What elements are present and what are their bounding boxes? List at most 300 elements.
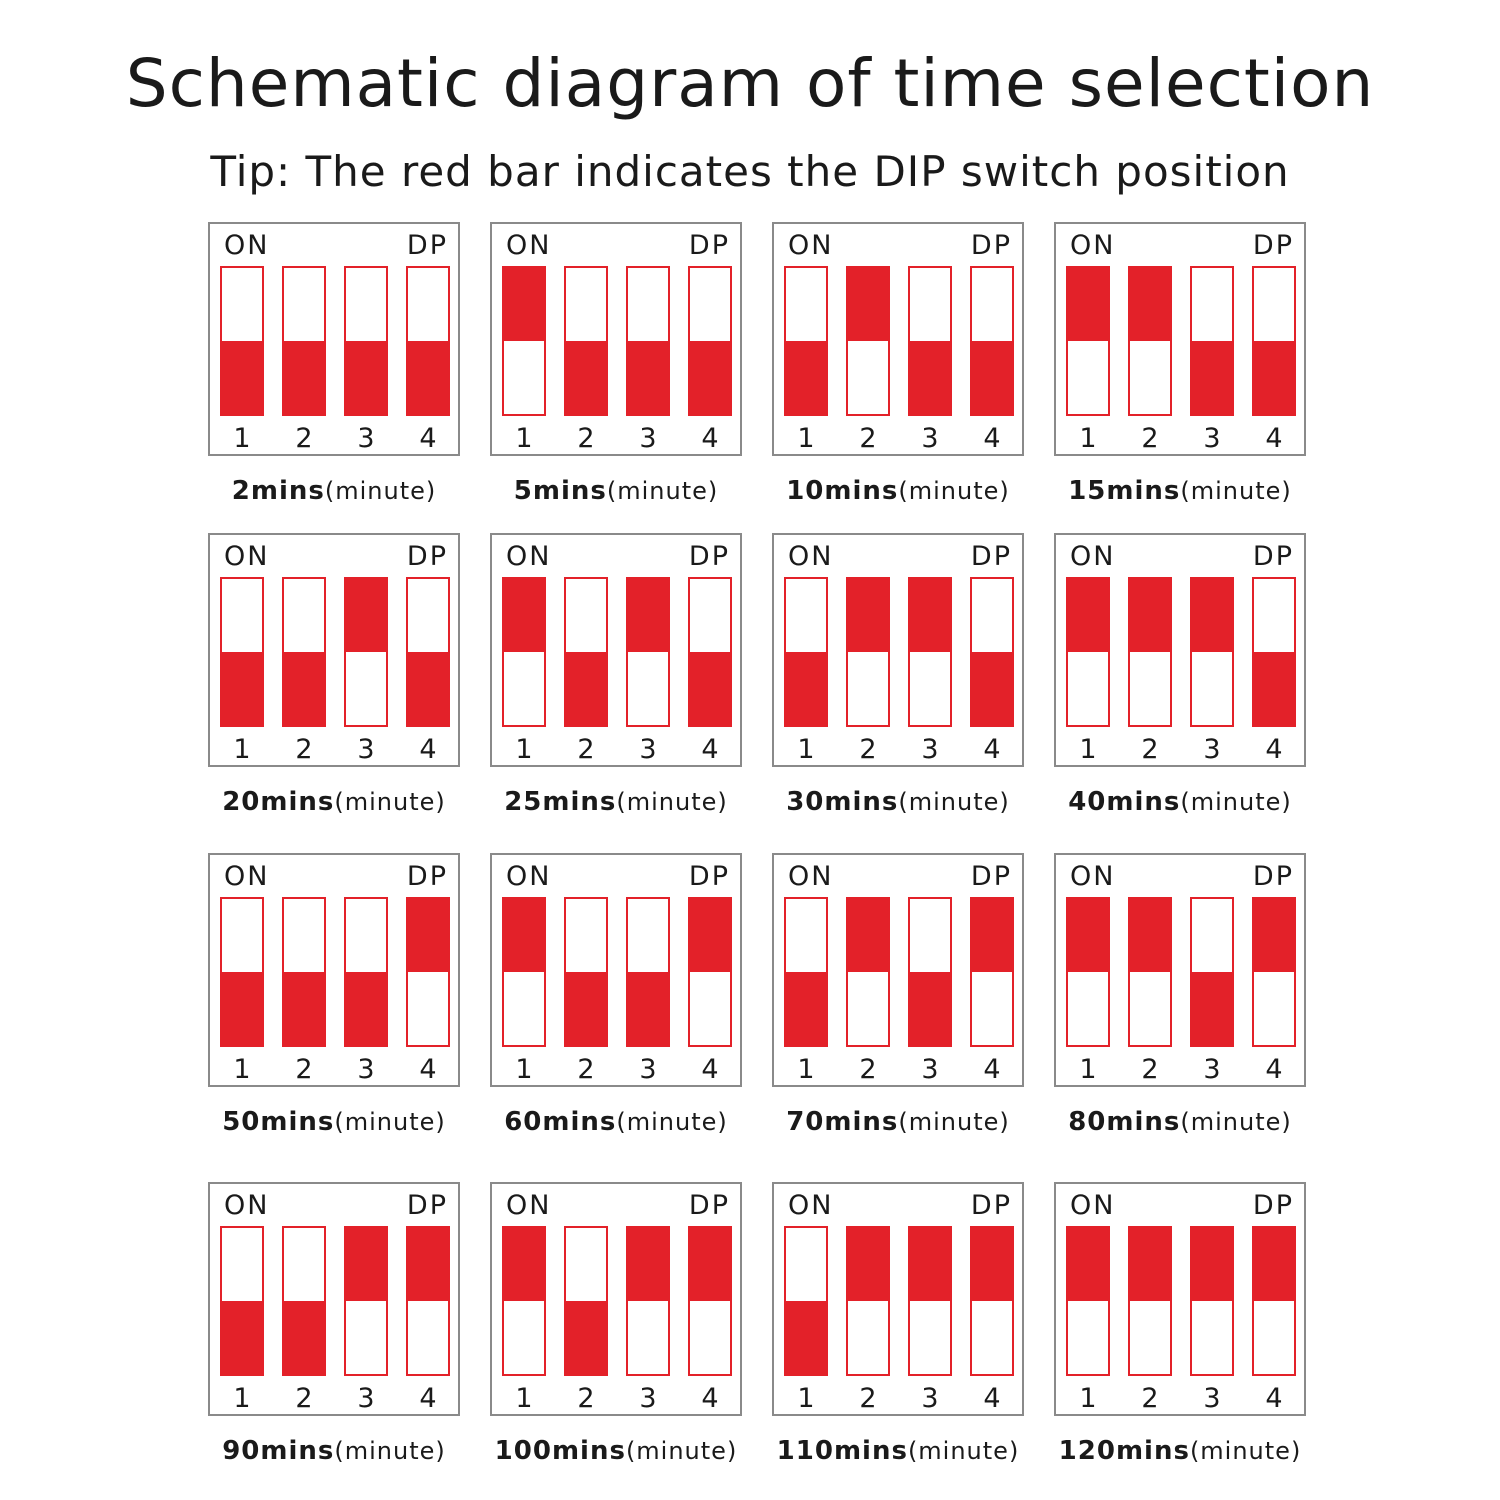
dip-switch-1: [220, 897, 264, 1047]
switch-lever-off: [1254, 341, 1294, 414]
dip-switch-2: [1128, 1226, 1172, 1376]
switch-number: 1: [1079, 423, 1097, 454]
switch-lever-on: [848, 579, 888, 652]
dip-switch-1: [1066, 266, 1110, 416]
dp-label: DP: [970, 861, 1012, 892]
dip-switch-4: [406, 1226, 450, 1376]
switch-lever-on: [848, 268, 888, 341]
dip-switch-1: [502, 266, 546, 416]
switch-lever-off: [566, 652, 606, 725]
switch-lever-on: [1068, 268, 1108, 341]
switch-lever-on: [504, 579, 544, 652]
switch-number: 2: [1141, 1054, 1159, 1085]
dip-switch-block: [490, 853, 742, 1087]
switch-lever-off: [628, 972, 668, 1045]
dip-switch-1: [784, 266, 828, 416]
dip-switch-block: [490, 222, 742, 456]
switch-lever-on: [408, 899, 448, 972]
switch-number: 2: [577, 1054, 595, 1085]
time-caption: [208, 1105, 460, 1142]
switch-number: 3: [639, 423, 657, 454]
dip-switch-1: [220, 577, 264, 727]
dip-switch-block: [772, 1182, 1024, 1416]
dip-switch-block: [490, 1182, 742, 1416]
dip-switch-3: [1190, 266, 1234, 416]
switch-number: 3: [639, 1054, 657, 1085]
dip-switch-1: [784, 577, 828, 727]
time-setting-30mins: [772, 533, 1024, 833]
on-label: ON: [224, 230, 270, 261]
switch-number: 2: [295, 734, 313, 765]
switch-lever-off: [786, 1301, 826, 1374]
dp-label: DP: [406, 861, 448, 892]
dip-switch-3: [344, 1226, 388, 1376]
switch-number: 1: [797, 1383, 815, 1414]
switch-number: 4: [983, 423, 1001, 454]
dip-switch-2: [564, 577, 608, 727]
switch-number: 3: [357, 1054, 375, 1085]
dp-label: DP: [688, 230, 730, 261]
switch-number: 1: [233, 734, 251, 765]
dip-switch-1: [220, 266, 264, 416]
on-label: ON: [506, 541, 552, 572]
switch-number: 4: [701, 1054, 719, 1085]
switch-lever-on: [1068, 1228, 1108, 1301]
switch-lever-on: [346, 1228, 386, 1301]
switch-number: 3: [1203, 1054, 1221, 1085]
time-unit: (minute): [907, 1437, 1020, 1465]
dip-switch-3: [626, 266, 670, 416]
switch-lever-on: [910, 1228, 950, 1301]
time-unit: (minute): [324, 477, 437, 505]
time-unit: (minute): [616, 788, 728, 816]
switch-number: 3: [921, 1383, 939, 1414]
switch-number: 4: [1265, 1383, 1283, 1414]
time-caption: [490, 785, 742, 822]
time-setting-100mins: [490, 1182, 742, 1482]
dip-switch-3: [908, 897, 952, 1047]
switch-number: 2: [859, 734, 877, 765]
dip-switch-4: [1252, 1226, 1296, 1376]
switch-lever-on: [690, 899, 730, 972]
dp-label: DP: [688, 541, 730, 572]
switch-lever-off: [690, 341, 730, 414]
time-unit: (minute): [898, 477, 1010, 505]
diagram-subtitle: Tip: The red bar indicates the DIP switch position: [210, 147, 1290, 196]
dip-switch-2: [1128, 266, 1172, 416]
time-unit: (minute): [1180, 477, 1292, 505]
dip-switch-3: [1190, 897, 1234, 1047]
dp-label: DP: [688, 861, 730, 892]
switch-number: 3: [921, 1054, 939, 1085]
switch-lever-on: [848, 899, 888, 972]
dip-switch-3: [344, 266, 388, 416]
switch-number: 1: [515, 1054, 533, 1085]
time-caption: [1054, 785, 1306, 822]
switch-lever-off: [346, 972, 386, 1045]
switch-number: 1: [515, 734, 533, 765]
time-caption: [490, 1105, 742, 1142]
switch-lever-on: [1130, 1228, 1170, 1301]
dip-switch-3: [1190, 1226, 1234, 1376]
dip-switch-1: [784, 897, 828, 1047]
switch-lever-off: [408, 341, 448, 414]
dip-switch-block: [208, 1182, 460, 1416]
dip-switch-3: [626, 897, 670, 1047]
dip-switch-4: [1252, 577, 1296, 727]
dip-switch-2: [282, 1226, 326, 1376]
time-value: 10mins: [786, 476, 899, 506]
time-setting-40mins: [1054, 533, 1306, 833]
switch-lever-off: [222, 1301, 262, 1374]
switch-lever-off: [786, 341, 826, 414]
switch-lever-off: [1192, 341, 1232, 414]
switch-lever-on: [690, 1228, 730, 1301]
time-caption: [490, 474, 742, 511]
switch-lever-on: [1192, 1228, 1232, 1301]
dip-switch-block: [208, 222, 460, 456]
switch-number: 2: [295, 1054, 313, 1085]
time-unit: (minute): [616, 1108, 728, 1136]
time-setting-25mins: [490, 533, 742, 833]
dip-switch-3: [626, 1226, 670, 1376]
switch-number: 1: [1079, 1383, 1097, 1414]
on-label: ON: [1070, 541, 1116, 572]
dip-switch-3: [344, 577, 388, 727]
time-unit: (minute): [898, 1108, 1010, 1136]
switch-lever-on: [346, 579, 386, 652]
switch-lever-on: [972, 1228, 1012, 1301]
switch-number: 3: [357, 423, 375, 454]
on-label: ON: [506, 1190, 552, 1221]
on-label: ON: [788, 861, 834, 892]
time-value: 5mins: [513, 476, 607, 506]
switch-number: 3: [639, 734, 657, 765]
dip-switch-1: [1066, 577, 1110, 727]
switch-number: 4: [701, 1383, 719, 1414]
dp-label: DP: [1252, 861, 1294, 892]
time-setting-2mins: [208, 222, 460, 522]
dip-switch-2: [564, 897, 608, 1047]
switch-number: 4: [983, 734, 1001, 765]
dip-switch-2: [1128, 897, 1172, 1047]
dip-switch-3: [1190, 577, 1234, 727]
switch-number: 2: [859, 1054, 877, 1085]
dp-label: DP: [1252, 541, 1294, 572]
switch-lever-on: [972, 899, 1012, 972]
switch-lever-off: [1254, 652, 1294, 725]
switch-lever-on: [1254, 1228, 1294, 1301]
switch-number: 1: [515, 423, 533, 454]
on-label: ON: [224, 1190, 270, 1221]
on-label: ON: [224, 541, 270, 572]
switch-lever-on: [628, 579, 668, 652]
switch-lever-on: [504, 1228, 544, 1301]
time-value: 30mins: [786, 787, 899, 817]
on-label: ON: [506, 861, 552, 892]
dp-label: DP: [1252, 1190, 1294, 1221]
switch-lever-on: [848, 1228, 888, 1301]
switch-number: 4: [1265, 734, 1283, 765]
dp-label: DP: [406, 1190, 448, 1221]
dip-switch-block: [490, 533, 742, 767]
switch-lever-off: [910, 972, 950, 1045]
switch-number: 3: [357, 734, 375, 765]
switch-lever-off: [222, 652, 262, 725]
switch-number: 3: [921, 423, 939, 454]
switch-number: 1: [797, 1054, 815, 1085]
dip-switch-4: [688, 577, 732, 727]
switch-number: 4: [701, 423, 719, 454]
dip-switch-block: [208, 853, 460, 1087]
time-setting-50mins: [208, 853, 460, 1153]
dip-switch-3: [908, 1226, 952, 1376]
time-value: 110mins: [776, 1436, 908, 1466]
switch-lever-off: [566, 341, 606, 414]
time-unit: (minute): [334, 1437, 446, 1465]
dp-label: DP: [970, 1190, 1012, 1221]
switch-lever-on: [1068, 899, 1108, 972]
switch-number: 3: [921, 734, 939, 765]
switch-lever-on: [1254, 899, 1294, 972]
on-label: ON: [1070, 1190, 1116, 1221]
time-value: 20mins: [222, 787, 335, 817]
on-label: ON: [788, 541, 834, 572]
on-label: ON: [788, 1190, 834, 1221]
time-value: 120mins: [1058, 1436, 1190, 1466]
time-caption: [772, 474, 1024, 511]
dip-switch-3: [344, 897, 388, 1047]
time-value: 60mins: [504, 1107, 617, 1137]
switch-lever-off: [346, 341, 386, 414]
time-caption: [1054, 474, 1306, 511]
switch-lever-off: [284, 1301, 324, 1374]
switch-number: 4: [419, 734, 437, 765]
switch-number: 1: [797, 423, 815, 454]
time-caption: [772, 1105, 1024, 1142]
dip-switch-2: [846, 897, 890, 1047]
time-value: 70mins: [786, 1107, 899, 1137]
switch-number: 3: [1203, 1383, 1221, 1414]
time-unit: (minute): [1180, 788, 1292, 816]
switch-lever-on: [1192, 579, 1232, 652]
switch-lever-off: [284, 341, 324, 414]
switch-number: 1: [797, 734, 815, 765]
switch-number: 4: [983, 1383, 1001, 1414]
dip-switch-2: [846, 1226, 890, 1376]
dip-switch-block: [1054, 533, 1306, 767]
time-value: 100mins: [494, 1436, 626, 1466]
dp-label: DP: [970, 541, 1012, 572]
time-caption: [772, 785, 1024, 822]
on-label: ON: [224, 861, 270, 892]
dip-switch-4: [406, 266, 450, 416]
dip-switch-block: [772, 533, 1024, 767]
dip-switch-2: [282, 897, 326, 1047]
time-unit: (minute): [1189, 1437, 1302, 1465]
dip-switch-block: [772, 222, 1024, 456]
dp-label: DP: [406, 541, 448, 572]
dip-switch-block: [772, 853, 1024, 1087]
switch-lever-off: [284, 972, 324, 1045]
switch-number: 4: [701, 734, 719, 765]
switch-number: 1: [233, 1054, 251, 1085]
switch-number: 2: [1141, 423, 1159, 454]
time-setting-90mins: [208, 1182, 460, 1482]
time-value: 90mins: [222, 1436, 335, 1466]
switch-lever-on: [408, 1228, 448, 1301]
time-unit: (minute): [625, 1437, 738, 1465]
dip-switch-4: [406, 897, 450, 1047]
time-setting-10mins: [772, 222, 1024, 522]
switch-lever-on: [910, 579, 950, 652]
dip-switch-1: [784, 1226, 828, 1376]
dip-switch-1: [502, 897, 546, 1047]
switch-number: 4: [1265, 423, 1283, 454]
on-label: ON: [1070, 230, 1116, 261]
time-caption: [208, 1434, 460, 1471]
dip-switch-1: [1066, 897, 1110, 1047]
switch-lever-off: [1192, 972, 1232, 1045]
time-unit: (minute): [606, 477, 719, 505]
dp-label: DP: [1252, 230, 1294, 261]
time-setting-15mins: [1054, 222, 1306, 522]
switch-number: 1: [1079, 734, 1097, 765]
switch-lever-off: [566, 1301, 606, 1374]
switch-number: 3: [1203, 734, 1221, 765]
time-setting-110mins: [772, 1182, 1024, 1482]
switch-lever-off: [566, 972, 606, 1045]
time-value: 2mins: [231, 476, 325, 506]
switch-lever-on: [1130, 899, 1170, 972]
dip-switch-2: [1128, 577, 1172, 727]
time-value: 15mins: [1068, 476, 1181, 506]
dip-switch-4: [1252, 266, 1296, 416]
switch-number: 2: [859, 1383, 877, 1414]
switch-number: 4: [419, 1383, 437, 1414]
dip-switch-block: [1054, 853, 1306, 1087]
dp-label: DP: [688, 1190, 730, 1221]
switch-number: 3: [1203, 423, 1221, 454]
switch-number: 2: [1141, 1383, 1159, 1414]
switch-lever-off: [690, 652, 730, 725]
dip-switch-block: [1054, 222, 1306, 456]
dip-switch-2: [282, 577, 326, 727]
switch-lever-off: [628, 341, 668, 414]
switch-lever-off: [972, 341, 1012, 414]
dip-switch-1: [220, 1226, 264, 1376]
time-value: 80mins: [1068, 1107, 1181, 1137]
switch-lever-off: [408, 652, 448, 725]
dip-switch-3: [908, 577, 952, 727]
time-setting-20mins: [208, 533, 460, 833]
dip-switch-1: [1066, 1226, 1110, 1376]
time-caption: [1054, 1105, 1306, 1142]
switch-number: 2: [577, 734, 595, 765]
switch-lever-on: [1130, 579, 1170, 652]
dip-switch-2: [564, 1226, 608, 1376]
dip-switch-4: [970, 266, 1014, 416]
time-setting-120mins: [1054, 1182, 1306, 1482]
switch-number: 1: [233, 1383, 251, 1414]
switch-lever-off: [972, 652, 1012, 725]
dip-switch-2: [846, 577, 890, 727]
time-setting-5mins: [490, 222, 742, 522]
time-unit: (minute): [334, 1108, 446, 1136]
time-caption: [772, 1434, 1024, 1471]
switch-lever-off: [222, 972, 262, 1045]
time-unit: (minute): [898, 788, 1010, 816]
dip-switch-2: [846, 266, 890, 416]
dip-switch-4: [688, 1226, 732, 1376]
switch-number: 1: [233, 423, 251, 454]
time-unit: (minute): [334, 788, 446, 816]
switch-number: 1: [1079, 1054, 1097, 1085]
switch-number: 2: [577, 1383, 595, 1414]
switch-number: 4: [419, 423, 437, 454]
dip-switch-4: [406, 577, 450, 727]
time-unit: (minute): [1180, 1108, 1292, 1136]
switch-lever-on: [504, 899, 544, 972]
time-caption: [1054, 1434, 1306, 1471]
dip-switch-block: [1054, 1182, 1306, 1416]
switch-lever-off: [786, 652, 826, 725]
time-setting-80mins: [1054, 853, 1306, 1153]
switch-number: 2: [295, 1383, 313, 1414]
dip-switch-2: [282, 266, 326, 416]
switch-number: 1: [515, 1383, 533, 1414]
switch-number: 3: [639, 1383, 657, 1414]
time-setting-70mins: [772, 853, 1024, 1153]
dp-label: DP: [970, 230, 1012, 261]
switch-number: 4: [983, 1054, 1001, 1085]
switch-number: 2: [577, 423, 595, 454]
switch-lever-off: [786, 972, 826, 1045]
diagram-title: Schematic diagram of time selection: [125, 45, 1375, 122]
dip-switch-1: [502, 577, 546, 727]
switch-number: 4: [419, 1054, 437, 1085]
switch-lever-off: [284, 652, 324, 725]
switch-number: 2: [1141, 734, 1159, 765]
dp-label: DP: [406, 230, 448, 261]
dip-switch-4: [688, 266, 732, 416]
switch-lever-on: [1130, 268, 1170, 341]
on-label: ON: [506, 230, 552, 261]
switch-number: 3: [357, 1383, 375, 1414]
switch-number: 2: [859, 423, 877, 454]
dip-switch-4: [970, 897, 1014, 1047]
dip-switch-4: [688, 897, 732, 1047]
time-caption: [208, 785, 460, 822]
switch-lever-on: [628, 1228, 668, 1301]
time-caption: [208, 474, 460, 511]
time-caption: [490, 1434, 742, 1471]
switch-lever-on: [1068, 579, 1108, 652]
dip-switch-3: [626, 577, 670, 727]
dip-switch-4: [1252, 897, 1296, 1047]
time-value: 40mins: [1068, 787, 1181, 817]
dip-switch-4: [970, 577, 1014, 727]
time-setting-60mins: [490, 853, 742, 1153]
switch-number: 4: [1265, 1054, 1283, 1085]
dip-switch-3: [908, 266, 952, 416]
time-value: 25mins: [504, 787, 617, 817]
dip-switch-block: [208, 533, 460, 767]
time-value: 50mins: [222, 1107, 335, 1137]
switch-lever-off: [910, 341, 950, 414]
switch-lever-off: [222, 341, 262, 414]
on-label: ON: [788, 230, 834, 261]
